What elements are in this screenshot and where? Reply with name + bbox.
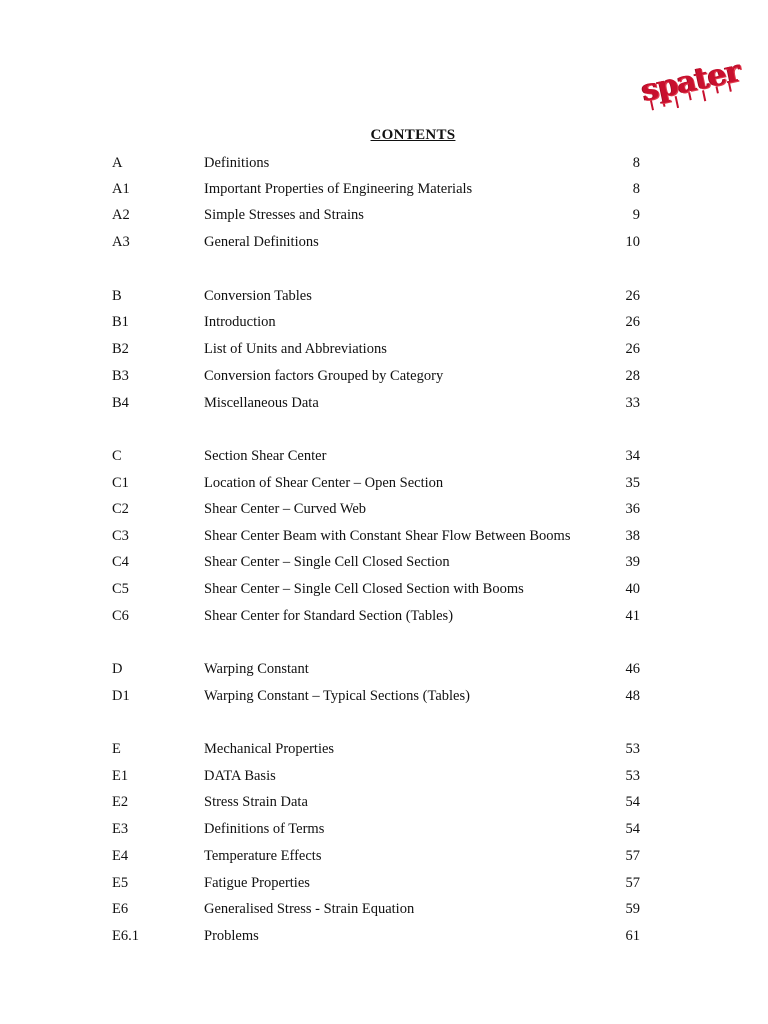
entry-label: Fatigue Properties xyxy=(204,875,310,891)
entry-page: 61 xyxy=(625,928,640,944)
entry-page: 57 xyxy=(625,848,640,864)
logo-text: spater xyxy=(638,53,744,109)
entry-page: 53 xyxy=(625,768,640,784)
entry-page: 26 xyxy=(625,314,640,330)
entry-label: Stress Strain Data xyxy=(204,794,308,810)
entry-code: A3 xyxy=(112,234,130,250)
toc-entry-a3[interactable] xyxy=(0,231,768,253)
entry-label: Mechanical Properties xyxy=(204,741,335,757)
entry-label: Important Properties of Engineering Materials xyxy=(204,181,473,197)
entry-page: 48 xyxy=(625,688,640,704)
entry-page: 34 xyxy=(625,448,640,464)
toc-entry-e5[interactable] xyxy=(0,872,768,894)
entry-code: B1 xyxy=(112,314,129,330)
entry-page: 38 xyxy=(625,528,640,544)
entry-label: Location of Shear Center – Open Section xyxy=(204,475,444,491)
entry-code: E1 xyxy=(112,768,129,784)
entry-code: E6.1 xyxy=(112,928,139,944)
toc-entry-b3[interactable] xyxy=(0,365,768,387)
entry-page: 10 xyxy=(625,234,640,250)
toc-entry-a2[interactable] xyxy=(0,204,768,226)
toc-entry-a[interactable] xyxy=(0,152,768,174)
toc-entry-e6[interactable] xyxy=(0,898,768,920)
toc-entry-b1[interactable] xyxy=(0,311,768,333)
toc-entry-b2[interactable] xyxy=(0,338,768,360)
entry-code: D xyxy=(112,661,123,677)
entry-code: C3 xyxy=(112,528,129,544)
entry-page: 28 xyxy=(625,368,640,384)
entry-label: Definitions xyxy=(204,155,270,171)
entry-code: E2 xyxy=(112,794,129,810)
entry-code: C2 xyxy=(112,501,129,517)
entry-label: Conversion Tables xyxy=(204,288,312,304)
toc-entry-e3[interactable] xyxy=(0,818,768,840)
toc-entry-b[interactable] xyxy=(0,285,768,307)
entry-code: C4 xyxy=(112,554,129,570)
toc-entry-e2[interactable] xyxy=(0,791,768,813)
entry-label: Simple Stresses and Strains xyxy=(204,207,364,223)
entry-label: Shear Center – Single Cell Closed Section with Booms xyxy=(204,581,524,597)
toc-entry-e1[interactable] xyxy=(0,765,768,787)
entry-page: 53 xyxy=(625,741,640,757)
entry-code: C5 xyxy=(112,581,129,597)
entry-label: Conversion factors Grouped by Category xyxy=(204,368,444,384)
entry-page: 41 xyxy=(625,608,640,624)
entry-code: E4 xyxy=(112,848,129,864)
entry-page: 8 xyxy=(632,155,640,171)
entry-page: 40 xyxy=(625,581,640,597)
entry-code: E xyxy=(112,741,121,757)
toc-entry-c6[interactable] xyxy=(0,605,768,627)
entry-code: C1 xyxy=(112,475,129,491)
entry-page: 59 xyxy=(625,901,640,917)
entry-label: List of Units and Abbreviations xyxy=(204,341,387,357)
entry-label: Shear Center Beam with Constant Shear Flow Between Booms xyxy=(204,528,571,544)
toc-entry-e6-1[interactable] xyxy=(0,925,768,947)
entry-page: 39 xyxy=(625,554,640,570)
toc-entry-c4[interactable] xyxy=(0,551,768,573)
entry-page: 54 xyxy=(625,794,640,810)
entry-page: 9 xyxy=(632,207,640,223)
entry-code: E3 xyxy=(112,821,129,837)
toc-entry-c5[interactable] xyxy=(0,578,768,600)
toc-entry-e[interactable] xyxy=(0,738,768,760)
entry-code: C6 xyxy=(112,608,129,624)
entry-label: Shear Center – Curved Web xyxy=(204,501,367,517)
entry-label: Temperature Effects xyxy=(204,848,322,864)
entry-label: Definitions of Terms xyxy=(204,821,325,837)
entry-page: 33 xyxy=(625,395,640,411)
entry-code: A2 xyxy=(112,207,130,223)
entry-page: 8 xyxy=(632,181,640,197)
entry-code: B4 xyxy=(112,395,129,411)
entry-page: 26 xyxy=(625,288,640,304)
entry-code: D1 xyxy=(112,688,130,704)
entry-label: DATA Basis xyxy=(204,768,276,784)
entry-code: B xyxy=(112,288,122,304)
entry-label: Miscellaneous Data xyxy=(204,395,319,411)
toc-entry-a1[interactable] xyxy=(0,178,768,200)
entry-page: 35 xyxy=(625,475,640,491)
entry-label: General Definitions xyxy=(204,234,319,250)
toc-entry-d1[interactable] xyxy=(0,685,768,707)
entry-code: A1 xyxy=(112,181,130,197)
toc-entry-c3[interactable] xyxy=(0,525,768,547)
toc-entry-e4[interactable] xyxy=(0,845,768,867)
toc-entry-c1[interactable] xyxy=(0,472,768,494)
entry-code: E6 xyxy=(112,901,129,917)
entry-code: C xyxy=(112,448,122,464)
toc-entry-c2[interactable] xyxy=(0,498,768,520)
entry-page: 57 xyxy=(625,875,640,891)
page-title: CONTENTS xyxy=(370,127,456,143)
entry-code: E5 xyxy=(112,875,129,891)
entry-code: B3 xyxy=(112,368,129,384)
entry-label: Introduction xyxy=(204,314,276,330)
entry-label: Warping Constant – Typical Sections (Tables) xyxy=(204,688,470,704)
entry-code: A xyxy=(112,155,123,171)
entry-label: Problems xyxy=(204,928,259,944)
toc-entry-d[interactable] xyxy=(0,658,768,680)
entry-page: 36 xyxy=(625,501,640,517)
toc-entry-b4[interactable] xyxy=(0,392,768,414)
entry-label: Section Shear Center xyxy=(204,448,327,464)
toc-entry-c[interactable] xyxy=(0,445,768,467)
entry-code: B2 xyxy=(112,341,129,357)
entry-page: 54 xyxy=(625,821,640,837)
entry-label: Shear Center – Single Cell Closed Section xyxy=(204,554,450,570)
entry-label: Generalised Stress - Strain Equation xyxy=(204,901,415,917)
entry-page: 26 xyxy=(625,341,640,357)
entry-page: 46 xyxy=(625,661,640,677)
entry-label: Shear Center for Standard Section (Tables) xyxy=(204,608,454,624)
entry-label: Warping Constant xyxy=(204,661,309,677)
